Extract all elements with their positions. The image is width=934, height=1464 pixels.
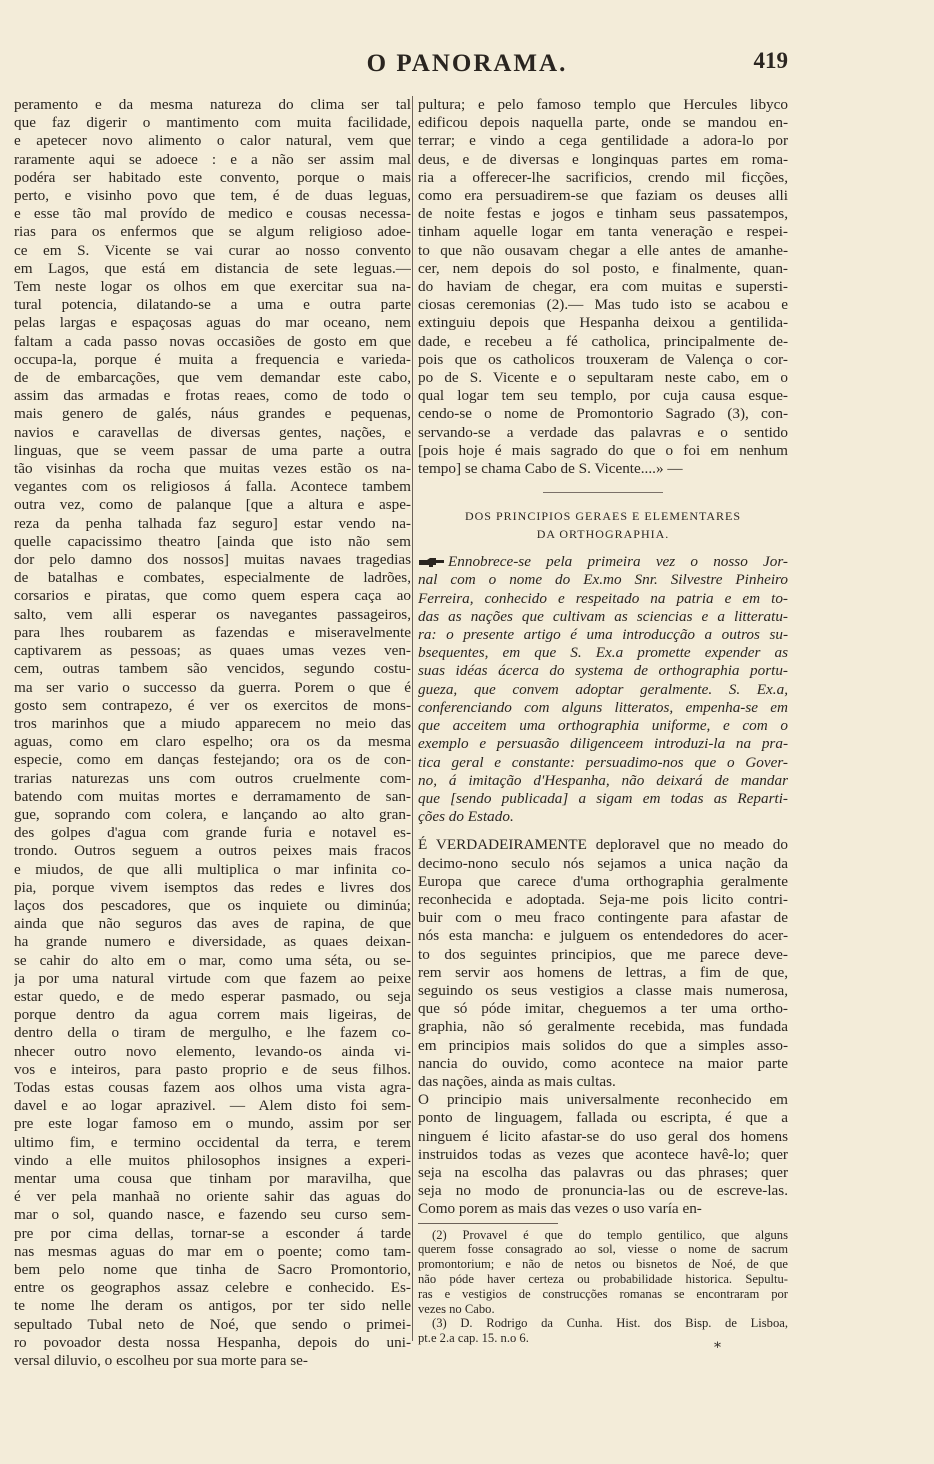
footnotes: [418, 1228, 788, 1346]
text-line: cem, outras tambem são vencidos, segundo costu-: [14, 660, 411, 678]
text-line: ultimo fim, e termino occidental da terra, e terem: [14, 1133, 411, 1151]
text-line: corsarios e piratas, que como quem espera caça ao: [14, 587, 411, 605]
text-line: tros marinhos que a miudo apparecem no meio das: [14, 714, 411, 732]
text-line: ções do Estado.: [418, 808, 514, 826]
text-line: Tem neste logar os olhos em que exercitar sua na-: [14, 278, 411, 296]
text-line: bem pelo nome que tinha de Sacro Promontorio,: [14, 1261, 411, 1278]
section-heading-line: DA ORTHOGRAPHIA.: [536, 527, 670, 542]
footnote-line: promontorium; e não de netos ou bisnetos de Noé, de que: [418, 1257, 788, 1272]
text-line: nancia do ouvido, como acontece na maior parte: [418, 1054, 788, 1072]
text-line: O principio mais universalmente reconhecido em: [418, 1091, 788, 1109]
text-line: que [sendo publicada] a sigam em todas as Reparti-: [418, 789, 788, 807]
footnote-line: não póde haver certeza ou probabilidade historica. Sepultu-: [418, 1271, 788, 1286]
footnote-line: vezes no Cabo.: [418, 1301, 495, 1316]
text-line: dor pelo damno dos nossos] muitas navaes tragedias: [14, 551, 411, 569]
continuation-text: [418, 96, 788, 478]
footnote-line: (3) D. Rodrigo da Cunha. Hist. dos Bisp. de Lisboa,: [432, 1316, 788, 1331]
text-line: edificou depois naquella parte, onde se mandou en-: [418, 114, 788, 132]
page-number: 419: [753, 48, 788, 73]
section-heading: [418, 507, 788, 543]
text-line: que só póde imitar, cheguemos a ter uma ortho-: [418, 1000, 788, 1018]
text-line: pelas largas e espaçosas aguas do mar oceano, nem: [14, 314, 411, 332]
text-line: seja na escolha das palavras ou das phrases; quer: [418, 1163, 788, 1181]
section-rule: [543, 492, 663, 493]
text-line: decimo-nono seculo nós sejamos a unica nação da: [418, 854, 788, 872]
footnote-line: pt.e 2.a cap. 15. n.o 6.: [418, 1331, 529, 1346]
text-line: ria a offerecer-lhe sacrificios, crendo mil ficções,: [418, 168, 788, 186]
text-line: seja no modo de pronuncia-las ou de escreve-las.: [418, 1182, 788, 1200]
text-line: é ver pela manhaã no oriente sahir das aguas do: [14, 1188, 411, 1206]
text-line: assim das armadas e frotas reaes, como de todo o: [14, 387, 411, 405]
masthead: [0, 44, 934, 86]
text-line: laços dos pescadores, que os inquiete ou diminúa;: [14, 896, 411, 914]
text-line: e miudos, de que alli multiplica o mar infinita co-: [14, 860, 411, 878]
text-line: mar o sol, quando nasce, e fazendo seu curso sem-: [14, 1206, 411, 1224]
text-line: nal com o nome do Ex.mo Snr. Silvestre Pinheiro: [418, 571, 788, 589]
footnote-line: (2) Provavel é que do templo gentilico, que alguns: [432, 1227, 788, 1242]
text-line: versal diluvio, o escolheu por sua morte para se-: [14, 1352, 308, 1370]
text-line: tural potencia, dilatando-se a uma e outra parte: [14, 296, 411, 314]
text-line: pia, porque vivem isemptos das redes e livres dos: [14, 878, 411, 896]
text-line: qual logar tem seu templo, por cuja causa esque-: [418, 387, 788, 405]
left-column: [14, 96, 411, 1370]
text-line: em principios mais solidos do que a simples asso-: [418, 1036, 788, 1054]
text-line: ja por uma natural virtude com que fazem ao peixe: [14, 969, 411, 987]
text-line: se cahir do alto em o mar, como uma séta, ou se-: [14, 951, 411, 969]
text-line: no, á imitação d'Hespanha, não deixará de mandar: [418, 771, 788, 789]
text-line: batendo com muitas mortes e derramamento de san-: [14, 787, 411, 805]
text-line: ra: o presente artigo é uma introducção a outros su-: [418, 626, 788, 644]
text-line: vos e inteiros, para pasto proprio e de seus filhos.: [14, 1060, 411, 1078]
text-line: que faz digerir o mantimento com muita facilidade,: [14, 114, 411, 132]
text-line: graphia, não só geralmente recebida, mas fundada: [418, 1018, 788, 1036]
text-line: dade, e recebeu a fé catholica, principalmente de-: [418, 332, 788, 350]
text-line: tempo] se chama Cabo de S. Vicente....» —: [418, 460, 683, 478]
text-line: davel e ao logar aprazivel. — Alem disto foi sem-: [14, 1097, 411, 1115]
text-line: des golpes d'agua com grande furia e notavel es-: [14, 824, 411, 842]
text-line: ce em S. Vicente se vai curar ao nosso convento: [14, 241, 411, 259]
text-line: para lhes roubarem as fazendas e miseravelmente: [14, 623, 411, 641]
text-line: [418, 553, 788, 571]
text-line: instruidos todas as vezes que acontece havê-lo; quer: [418, 1145, 788, 1163]
text-line: navios e caravellas de diversas gentes, nações, e: [14, 423, 411, 441]
newspaper-title: O PANORAMA.: [366, 50, 568, 77]
text-line: sepultado Tubal neto de Noé, que sendo o primei-: [14, 1315, 411, 1333]
text-line: quelle capacissimo theatro [ainda que isto não sem: [14, 532, 411, 550]
end-mark: *: [714, 1340, 721, 1356]
text-line: de batalhas e combates, especialmente de ladrões,: [14, 569, 411, 587]
text-line: É VERDADEIRAMENTE deploravel que no meado do: [418, 836, 788, 854]
text-line: especie, como em danças festejando; ora os de con-: [14, 751, 411, 769]
footnote-rule: [418, 1223, 558, 1224]
text-line: porque dentro da agua correm mais ligeiras, de: [14, 1006, 411, 1024]
text-line: outra vez, como de palanque [que a altura e aspe-: [14, 496, 411, 514]
text-line: occupa-la, porque é muita a frequencia e varieda-: [14, 350, 411, 368]
text-line: mentar uma cousa que tinham por maravilha, que: [14, 1169, 411, 1187]
section-heading-line: DOS PRINCIPIOS GERAES E ELEMENTARES: [464, 509, 742, 524]
text-line: das nações, ainda as mais cultas.: [418, 1072, 616, 1090]
column-divider: [412, 96, 413, 1341]
text-line: vegantes com os religiosos á falla. Acontece tambem: [14, 478, 411, 496]
text-line: ainda que não seguros das aves de rapina, de que: [14, 915, 411, 933]
text-line: Europa que carece d'uma orthographia geralmente: [418, 872, 788, 890]
text-line: suas idéas ácerca do systema de orthographia portu-: [418, 662, 788, 680]
text-line: como era persuadirem-se que faziam os deuses alli: [418, 187, 788, 205]
text-line: faltam a cada passo novas occasiões de gosto em que: [14, 332, 411, 350]
text-line: ninguem é licito afastar-se do uso geral dos homens: [418, 1127, 788, 1145]
text-line: captivarem as pessoas; as quaes umas vezes ven-: [14, 642, 411, 660]
text-line: ponto de linguagem, fallada ou escripta, é que a: [418, 1109, 788, 1127]
editorial-intro: [418, 553, 788, 826]
text-line: po de S. Vicente e o sepultaram neste cabo, em o: [418, 369, 788, 387]
text-line: entre os geographos assaz celebre e conhecido. Es-: [14, 1279, 411, 1297]
text-line: linguas, que se veem passar de uma parte a outra: [14, 441, 411, 459]
text-line: nas mesmas aguas do mar em o poente; como tam-: [14, 1242, 411, 1260]
text-line: dentro della o tiram de mergulho, e lhe fazem co-: [14, 1024, 411, 1042]
text-line: peramento e da mesma natureza do clima ser tal: [14, 96, 411, 113]
right-column: [418, 96, 788, 1346]
text-line: mais genero de galés, náus grandes e pequenas,: [14, 405, 411, 423]
text-line: reza da penha talhada faz seguro] estar vendo na-: [14, 514, 411, 532]
text-line: pultura; e pelo famoso templo que Hercules libyco: [418, 96, 788, 113]
text-line: pre por cima dellas, tornar-se a esconder á tarde: [14, 1224, 411, 1242]
text-line: tão visinhas da rocha que muitas vezes estão os na-: [14, 460, 411, 478]
text-line: trarias naturezas uns com outros cruelmente com-: [14, 769, 411, 787]
text-line: salto, vem alli esperar os navegantes passageiros,: [14, 605, 411, 623]
text-line: ro povoador desta nossa Hespanha, depois do uni-: [14, 1333, 411, 1351]
text-line: trondo. Outros seguem a outros peixes mais fracos: [14, 842, 411, 860]
text-line: reconhecida e adoptada. Seja-me pois licito contri-: [418, 890, 788, 908]
text-line: vindo a elle muitos philosophos insignes a experi-: [14, 1151, 411, 1169]
text-line: Ferreira, conhecido e respeitado na patria e em to-: [418, 589, 788, 607]
text-line: extinguiu depois que Hespanha deixou a gentilida-: [418, 314, 788, 332]
text-line: das as nações que cultivam as sciencias e a litteratu-: [418, 607, 788, 625]
text-line: terrar; e vindo a cega gentilidade a adora-lo por: [418, 132, 788, 150]
text-line: gosto sem contrapezo, é ver os exercitos de mons-: [14, 696, 411, 714]
text-line: podéra ser habitado este convento, porque o mais: [14, 168, 411, 186]
text-line: que acceitem uma orthographia uniforme, e com o: [418, 717, 788, 735]
text-line: seguindo os seus vestigios a classe mais numerosa,: [418, 981, 788, 999]
text-line: to que não ousavam chegar a elle antes de amanhe-: [418, 241, 788, 259]
text-line: cer, nem depois do sol posto, e finalmente, quan-: [418, 259, 788, 277]
text-line: estar quedo, e de medo esperar pasmado, ou seja: [14, 987, 411, 1005]
text-line: em Lagos, que está em distancia de sete leguas.—: [14, 259, 411, 277]
footnote-line: ras e vestigios de construcções romanas se encontraram por: [418, 1286, 788, 1301]
text-line: e apetecer novo alimento o calor natural, vem que: [14, 132, 411, 150]
text-line: buir com o meu fraco contingente para afastar de: [418, 909, 788, 927]
text-line: ma ser vario o successo da guerra. Porem o que é: [14, 678, 411, 696]
text-line: nhecer outro novo elemento, levando-os ainda vi-: [14, 1042, 411, 1060]
text-line: deus, e de diversas e longinquas partes em roma-: [418, 150, 788, 168]
text-line: gue, soprando com colera, e lançando ao alto gran-: [14, 805, 411, 823]
article-body: [418, 836, 788, 1218]
text-line: raramente aqui se adoece : e a não ser assim mal: [14, 150, 411, 168]
text-line: do haviam de chegar, era com muitas e supersti-: [418, 278, 788, 296]
text-line: bsequentes, em que S. Ex.a promette expender as: [418, 644, 788, 662]
text-line: nós esta mancha: e julguem os entendedores do acer-: [418, 927, 788, 945]
text-line: servando-se a verdade das palavras e o sentido: [418, 423, 788, 441]
text-line: tica geral e constante: persuadimo-nos que o Gover-: [418, 753, 788, 771]
text-line: aguas, como em claro espelho; ora os da mesma: [14, 733, 411, 751]
text-line: te nome lhe deram os antigos, por ter sido nelle: [14, 1297, 411, 1315]
text-line: de de embarcações, que vem demandar este cabo,: [14, 369, 411, 387]
text-line: cendo-se o nome de Promontorio Sagrado (3), con-: [418, 405, 788, 423]
text-line: rem servir aos homens de lettras, a fim de que,: [418, 963, 788, 981]
text-line: ha grande numero e diversidade, as quaes deixan-: [14, 933, 411, 951]
text-line: gueza, que convem adoptar geralmente. S. Ex.a,: [418, 680, 788, 698]
text-line: perto, e visinho povo que tem, é de duas leguas,: [14, 187, 411, 205]
text-line: de noite festas e jogos e tinham seus passatempos,: [418, 205, 788, 223]
text-line: pois que os catholicos trouxeram de Valença o cor-: [418, 350, 788, 368]
footnote-line: querem fosse consagrado ao sol, viesse o nome de sacrum: [418, 1242, 788, 1257]
text-line: e esse tão mal provído de medico e cousas necessa-: [14, 205, 411, 223]
text-line: ciosas ceremonias (2).— Mas tudo isto se acabou e: [418, 296, 788, 314]
text-line: rias para os enfermos que se algum religioso adoe-: [14, 223, 411, 241]
text-line: tinham aquelle logar em tanta veneração e respei-: [418, 223, 788, 241]
text-line: conferenciando com alguns litteratos, empenha-se em: [418, 698, 788, 716]
text-line: to dos seguintes principios, que me parece deve-: [418, 945, 788, 963]
text-line: pre este logar famoso em o mundo, assim por ser: [14, 1115, 411, 1133]
text-line: exemplo e persuasão diligenceem introduzi-la na pra-: [418, 735, 788, 753]
text-line: [pois hoje é mais sagrado do que o foi em nenhum: [418, 441, 788, 459]
pointing-hand-icon: [418, 557, 446, 569]
text-line: Como porem as mais das vezes o uso varía en-: [418, 1200, 702, 1218]
text-line: Todas estas cousas fazem aos olhos uma vista agra-: [14, 1078, 411, 1096]
intro-text: Ennobrece-se pela primeira vez o nosso Jor-: [448, 553, 788, 571]
